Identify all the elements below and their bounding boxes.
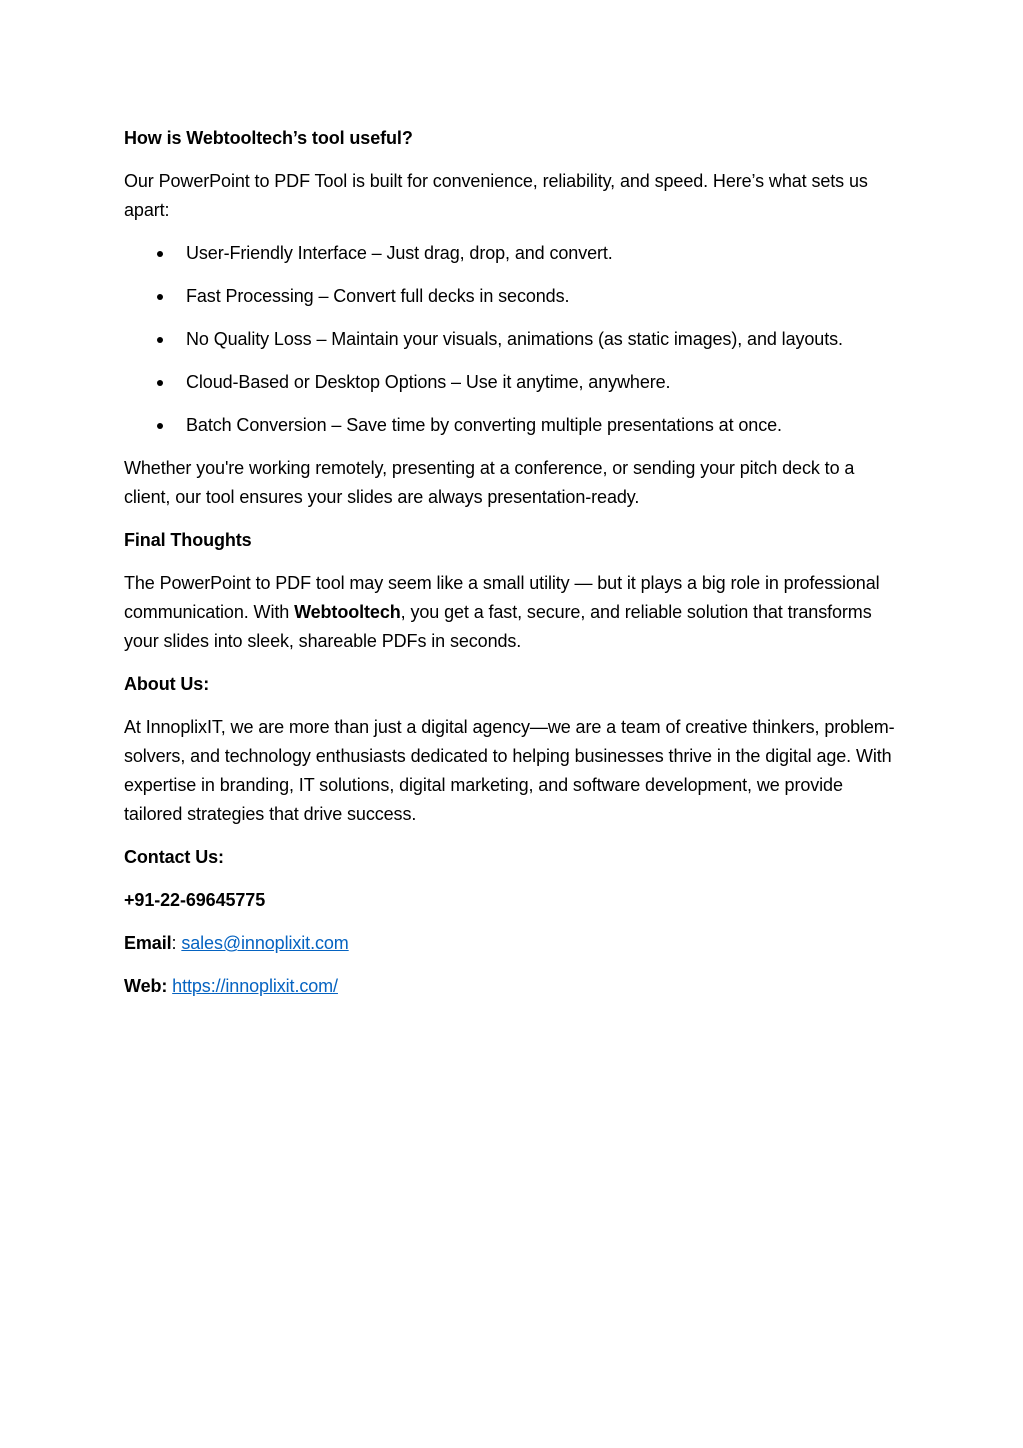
bullet-icon [157, 380, 163, 386]
email-separator: : [171, 933, 182, 953]
email-line [124, 929, 904, 958]
email-link[interactable]: sales@innoplixit.com [181, 933, 349, 953]
about-heading: About Us: [124, 674, 210, 694]
bullet-icon [157, 337, 163, 343]
final-thoughts-heading: Final Thoughts [124, 530, 252, 550]
bullet-icon [157, 423, 163, 429]
web-link[interactable]: https://innoplixit.com/ [172, 976, 338, 996]
list-item-text: Cloud-Based or Desktop Options – Use it anytime, anywhere. [186, 372, 671, 392]
email-label: Email [124, 933, 172, 953]
contact-heading: Contact Us: [124, 847, 224, 867]
list-item-text: Batch Conversion – Save time by converting multiple presentations at once. [186, 415, 782, 435]
web-label: Web: [124, 976, 168, 996]
list-item [124, 282, 904, 311]
list-item-text: User-Friendly Interface – Just drag, drop, and convert. [186, 243, 613, 263]
intro-paragraph: Our PowerPoint to PDF Tool is built for convenience, reliability, and speed. Here’s what sets us apart: [124, 171, 868, 220]
list-item [124, 368, 904, 397]
feature-list [124, 239, 904, 440]
final-thoughts-text-end: , you get a fast, secure, and reliable solution that transforms your slides into sleek, shareable PDFs in seconds. [124, 602, 872, 651]
list-item [124, 411, 904, 440]
section-heading: How is Webtooltech’s tool useful? [124, 128, 413, 148]
document-page [124, 124, 904, 1015]
web-line [124, 972, 904, 1001]
phone-number: +91-22-69645775 [124, 890, 266, 910]
brand-name: Webtooltech [294, 602, 401, 622]
list-item-text: No Quality Loss – Maintain your visuals, animations (as static images), and layouts. [186, 329, 843, 349]
list-item [124, 239, 904, 268]
final-thoughts-paragraph [124, 569, 904, 656]
bullet-icon [157, 251, 163, 257]
list-item-text: Fast Processing – Convert full decks in seconds. [186, 286, 570, 306]
about-paragraph: At InnoplixIT, we are more than just a digital agency—we are a team of creative thinkers, problem-solvers, and technology enthusiasts dedicated to helping businesses thrive in the digital age. With expertise in branding, IT solutions, digital marketing, and software development, we provide tailored strategies that drive success. [124, 717, 895, 824]
closing-paragraph: Whether you're working remotely, presenting at a conference, or sending your pitch deck to a client, our tool ensures your slides are always presentation-ready. [124, 458, 855, 507]
list-item [124, 325, 904, 354]
bullet-icon [157, 294, 163, 300]
final-thoughts-text-start: The PowerPoint to PDF tool may seem like a small utility — but it plays a big role in professional communication. With [124, 573, 880, 622]
